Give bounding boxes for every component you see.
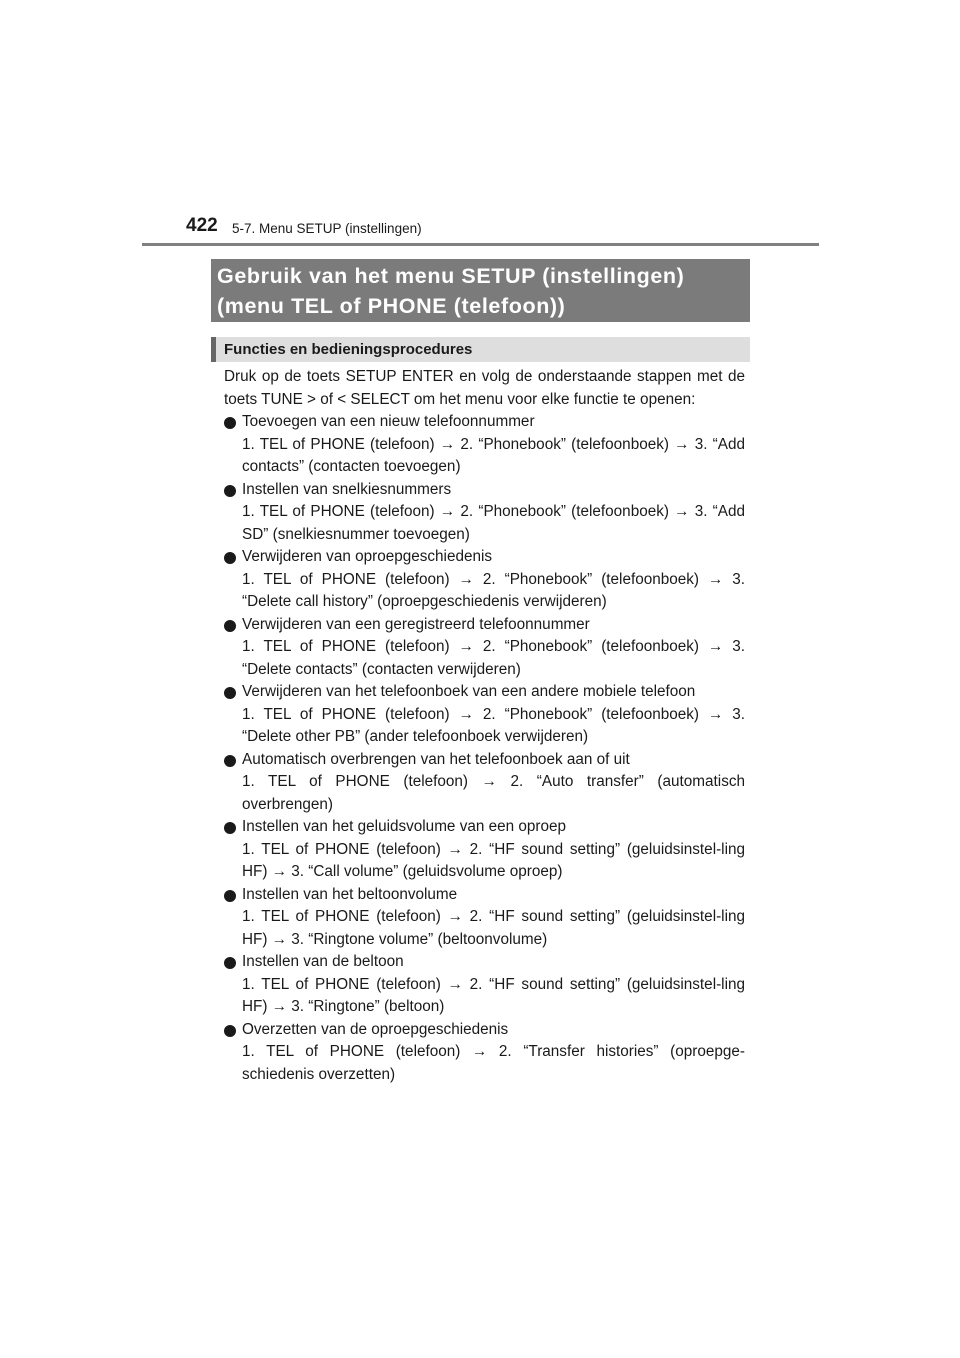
bullet-icon [224, 552, 236, 564]
intro-paragraph: Druk op de toets SETUP ENTER en volg de onderstaande stappen met de toets TUNE > of < SELECT om het menu voor elke functie te openen: [224, 368, 745, 408]
bullet-icon [224, 620, 236, 632]
item-menu-path: 1. TEL of PHONE (telefoon) → 2. “HF sound setting” (geluidsinstel-ling HF) → 3. “Call volume” (geluidsvolume oproep) [242, 840, 745, 880]
item-menu-path: 1. TEL of PHONE (telefoon) → 2. “HF sound setting” (geluidsinstel-ling HF) → 3. “Ringtone” (beltoon) [242, 975, 745, 1015]
item-title: Instellen van het beltoonvolume [242, 885, 458, 903]
bullet-icon [224, 485, 236, 497]
item-menu-path: 1. TEL of PHONE (telefoon) → 2. “Phonebook” (telefoonboek) → 3. “Delete call history” (oproepgeschiedenis verwijderen) [242, 570, 745, 610]
list-item [224, 816, 745, 884]
section-title-box [211, 259, 750, 322]
item-menu-path: 1. TEL of PHONE (telefoon) → 2. “Transfer histories” (oproepge-schiedenis overzetten) [242, 1043, 745, 1083]
header-divider [142, 243, 819, 246]
bullet-icon [224, 1025, 236, 1037]
item-title: Verwijderen van het telefoonboek van een andere mobiele telefoon [242, 683, 696, 700]
item-title: Overzetten van de oproepgeschiedenis [242, 1020, 509, 1038]
list-item [224, 884, 745, 952]
list-item [224, 479, 745, 547]
item-menu-path: 1. TEL of PHONE (telefoon) → 2. “Phonebook” (telefoonboek) → 3. “Delete contacts” (contacten verwijderen) [242, 638, 745, 678]
item-title: Instellen van de beltoon [242, 953, 404, 970]
item-menu-path: 1. TEL of PHONE (telefoon) → 2. “Phonebook” (telefoonboek) → 3. “Delete other PB” (ander telefoonboek verwijderen) [242, 705, 745, 745]
section-title-line-2: (menu TEL of PHONE (telefoon)) [217, 294, 566, 318]
item-menu-path: 1. TEL of PHONE (telefoon) → 2. “Phonebook” (telefoonboek) → 3. “Add contacts” (contacten toevoegen) [242, 435, 745, 475]
bullet-icon [224, 822, 236, 834]
item-menu-path: 1. TEL of PHONE (telefoon) → 2. “Phonebook” (telefoonboek) → 3. “Add SD” (snelkiesnummer toevoegen) [242, 503, 745, 543]
bullet-icon [224, 957, 236, 969]
list-item [224, 1019, 745, 1087]
list-item [224, 614, 745, 682]
item-title: Instellen van snelkiesnummers [242, 480, 452, 498]
section-title-line-1: Gebruik van het menu SETUP (instellingen) [217, 264, 685, 288]
subheading-accent [211, 337, 216, 362]
page-number: 422 [186, 215, 218, 236]
content-body [224, 366, 745, 1086]
subheading-text: Functies en bedieningsprocedures [224, 341, 473, 358]
item-menu-path: 1. TEL of PHONE (telefoon) → 2. “HF sound setting” (geluidsinstel-ling HF) → 3. “Ringtone volume” (beltoonvolume) [242, 908, 745, 948]
subheading-bar [211, 337, 750, 362]
list-item [224, 951, 745, 1019]
item-title: Instellen van het geluidsvolume van een oproep [242, 818, 567, 835]
item-title: Verwijderen van een geregistreerd telefoonnummer [242, 615, 590, 633]
item-title: Toevoegen van een nieuw telefoonnummer [242, 413, 535, 430]
list-item [224, 681, 745, 749]
list-item [224, 546, 745, 614]
bullet-icon [224, 890, 236, 902]
item-menu-path: 1. TEL of PHONE (telefoon) → 2. “Auto transfer” (automatisch overbrengen) [242, 773, 745, 813]
bullet-icon [224, 755, 236, 767]
item-title: Verwijderen van oproepgeschiedenis [242, 548, 493, 565]
bullet-icon [224, 417, 236, 429]
list-item [224, 749, 745, 817]
section-reference: 5-7. Menu SETUP (instellingen) [232, 221, 422, 236]
list-item [224, 411, 745, 479]
bullet-icon [224, 687, 236, 699]
item-title: Automatisch overbrengen van het telefoonboek aan of uit [242, 750, 630, 768]
